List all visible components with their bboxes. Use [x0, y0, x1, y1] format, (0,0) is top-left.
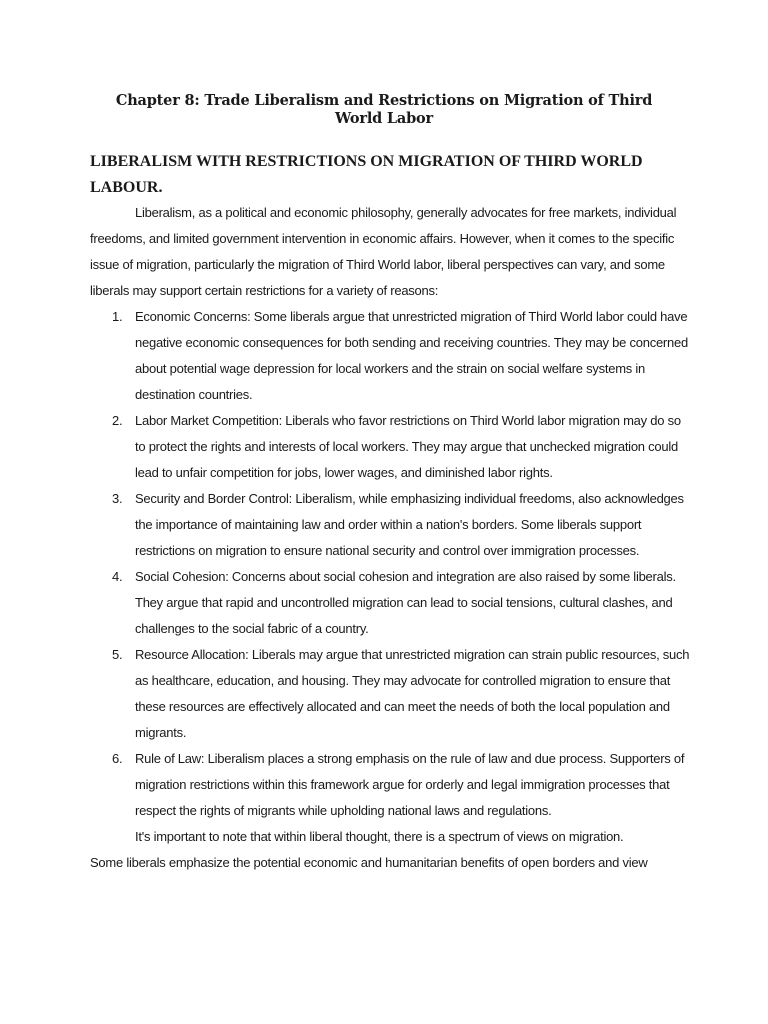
list-number: 4.: [112, 569, 123, 584]
list-text: Resource Allocation: Liberals may argue that unrestricted migration can strain public resources, such as healthcare, education, and housing. They may advocate for controlled migration to ensure that these resources are effectively allocated and can meet the needs of both the local population and migrants.: [135, 647, 690, 740]
list-text: Labor Market Competition: Liberals who favor restrictions on Third World labor migration may do so to protect the rights and interests of local workers. They may argue that unchecked migration could lead to unfair competition for jobs, lower wages, and diminished labor rights.: [135, 413, 681, 480]
list-text: Rule of Law: Liberalism places a strong emphasis on the rule of law and due process. Supporters of migration restrictions within this framework argue for orderly and legal immigration processes that respect the rights of migrants while upholding national laws and regulations.: [135, 751, 685, 818]
list-text: Economic Concerns: Some liberals argue that unrestricted migration of Third World labor could have negative economic consequences for both sending and receiving countries. They may be concerned about potential wage depression for local workers and the strain on social welfare systems in destination countries.: [135, 309, 688, 402]
list-text: Social Cohesion: Concerns about social cohesion and integration are also raised by some liberals. They argue that rapid and uncontrolled migration can lead to social tensions, cultural clashes, and challenges to the social fabric of a country.: [135, 569, 676, 636]
list-number: 6.: [112, 751, 123, 766]
reasons-list: [90, 304, 690, 824]
closing-line-1: It's important to note that within liberal thought, there is a spectrum of views on migration.: [135, 829, 624, 844]
list-text: Security and Border Control: Liberalism, while emphasizing individual freedoms, also acknowledges the importance of maintaining law and order within a nation's borders. Some liberals support restrictions on migration to ensure national security and control over immigration processes.: [135, 491, 684, 558]
section-heading: LIBERALISM WITH RESTRICTIONS ON MIGRATION OF THIRD WORLD LABOUR.: [90, 153, 643, 196]
list-number: 2.: [112, 413, 123, 428]
intro-paragraph: Liberalism, as a political and economic philosophy, generally advocates for free markets, individual freedoms, and limited government intervention in economic affairs. However, when it comes to the specific issue of migration, particularly the migration of Third World labor, liberal perspectives can vary, and some liberals may support certain restrictions for a variety of reasons:: [90, 205, 677, 298]
closing-line-2: Some liberals emphasize the potential economic and humanitarian benefits of open borders and view: [90, 855, 648, 870]
document-body: [90, 200, 690, 876]
list-number: 1.: [112, 309, 123, 324]
list-number: 5.: [112, 647, 123, 662]
list-item: [90, 642, 690, 746]
list-item: [90, 304, 690, 408]
list-item: [90, 408, 690, 486]
list-item: [90, 486, 690, 564]
closing-paragraph: [90, 824, 690, 876]
chapter-title: Chapter 8: Trade Liberalism and Restrictions on Migration of Third World Labor: [115, 92, 653, 127]
list-item: [90, 746, 690, 824]
list-number: 3.: [112, 491, 123, 506]
list-item: [90, 564, 690, 642]
